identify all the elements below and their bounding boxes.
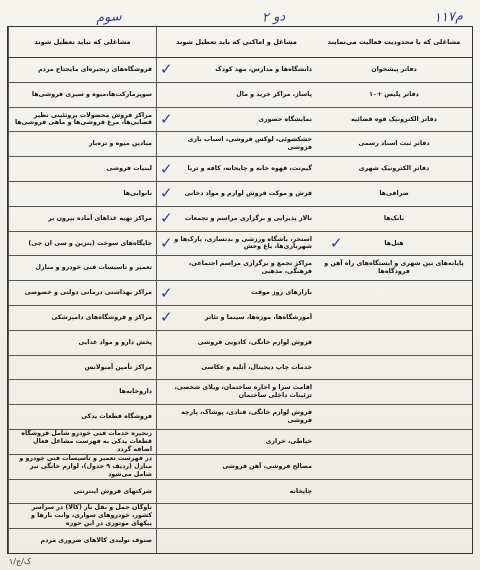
table-cell-col1	[8, 182, 156, 206]
cell-text: مراکز تهیه غذاهای آماده بیرون بر	[48, 214, 152, 222]
table-cell-col3	[316, 356, 472, 380]
cell-text: مراکز تأمین آمبولانس	[84, 363, 152, 371]
page-footer-code: ک/ج/۱	[9, 557, 32, 566]
table-cell-col2	[156, 281, 316, 305]
table-cell-col3	[316, 405, 472, 429]
cell-text: اقامت سرا و اجاره ساختمان، ویلای شخصی، تزئینات داخلی ساختمان	[174, 384, 312, 400]
table-cell-col3	[316, 281, 472, 305]
cell-text: تالار پذیرایی و برگزاری مراسم و تجمعات	[184, 214, 312, 222]
table-cell-col3	[316, 232, 472, 256]
table-cell-col1	[8, 83, 156, 107]
table-row	[8, 256, 472, 281]
table-row	[8, 132, 472, 157]
table-header-row	[8, 27, 472, 58]
cell-text: دفاتر پیشخوان	[371, 65, 417, 73]
table-row	[8, 83, 472, 108]
cell-text: جایگاه‌های سوخت (بنزین و سی ان جی)	[28, 239, 152, 247]
cell-text: هتل‌ها	[384, 239, 404, 247]
cell-text: صرافی‌ها	[379, 189, 409, 197]
table-row	[8, 380, 472, 405]
table-row	[8, 157, 472, 182]
cell-text: شرکتهای فروش اینترنتی	[73, 487, 152, 495]
table-cell-col2	[156, 232, 316, 256]
table-cell-col1	[8, 108, 156, 132]
table-row	[8, 232, 472, 257]
table-cell-col1	[8, 356, 156, 380]
table-cell-col1	[8, 281, 156, 305]
cell-text: خیاطی، خرازی	[265, 437, 312, 445]
table-cell-col1	[8, 306, 156, 330]
table-row	[8, 281, 472, 306]
cell-text: تعمیر و تاسیسات فنی خودرو و منازل	[35, 264, 152, 272]
table-cell-col3	[316, 380, 472, 404]
cell-text: دانشگاه‌ها و مدارس، مهد کودک	[215, 65, 312, 73]
cell-text: دفاتر پلیس +۱۰	[369, 90, 419, 98]
table-cell-col2	[156, 58, 316, 82]
table-cell-col1	[8, 207, 156, 231]
table-cell-col2	[156, 380, 316, 404]
cell-text: پخش دارو و مواد غذایی	[78, 338, 152, 346]
cell-text: فروش لوازم خانگی، قنادی، پوشاک، پارچه فروشی	[181, 409, 312, 425]
table-cell-col1	[8, 157, 156, 181]
cell-text: ناوگان حمل و نقل بار (کالا) در سراسر کشور، خودروهای سواری، وانت بارها و پیکهای موتوری در این حوزه	[31, 504, 152, 528]
table-cell-col1	[8, 256, 156, 280]
table-cell-col1	[8, 504, 156, 528]
cell-text: داروخانه‌ها	[119, 388, 152, 396]
table-row	[8, 455, 472, 480]
table-cell-col3	[316, 529, 472, 553]
handwritten-check-icon: ✓	[330, 233, 343, 252]
table-cell-col3	[316, 157, 472, 181]
handwritten-check-icon: ✓	[160, 184, 173, 203]
cell-text: گیم‌نت، قهوه خانه و چایخانه، کافه و تریا	[187, 165, 312, 173]
cell-text: مراکز بهداشتی درمانی دولتی و خصوصی	[24, 289, 152, 297]
cell-text: مصالح فروشی، آهن فروشی	[222, 462, 312, 470]
handwritten-label-col3: سوم	[95, 9, 123, 26]
table-cell-col2	[156, 529, 316, 553]
table-row	[8, 207, 472, 232]
table-cell-col3	[316, 83, 472, 107]
table-cell-col3	[316, 256, 472, 280]
cell-text: مراکز تجمع و برگزاری مراسم اجتماعی، فرهنگی، مذهبی	[188, 260, 312, 276]
cell-text: بانک‌ها	[383, 214, 405, 222]
table-cell-col3	[316, 108, 472, 132]
handwritten-check-icon: ✓	[160, 283, 173, 302]
handwritten-label-col2: ۲ دو	[261, 9, 286, 26]
table-cell-col3	[316, 182, 472, 206]
cell-text: آموزشگاه‌ها، موزه‌ها، سینما و تئاتر	[204, 313, 312, 321]
table-cell-col2	[156, 430, 316, 454]
cell-text: فروشگاه‌های زنجیره‌ای مایحتاج مردم	[38, 65, 152, 73]
cell-text: مراکز فروش محصولات پروتئینی نظیر قصابی‌ها، مرغ فروشی‌ها و ماهی فروشی‌ها	[14, 111, 152, 127]
table-cell-col3	[316, 504, 472, 528]
table-cell-col2	[156, 455, 316, 479]
table-cell-col1	[8, 132, 156, 156]
table-cell-col2	[156, 356, 316, 380]
table-cell-col2	[156, 256, 316, 280]
table-cell-col3	[316, 455, 472, 479]
table-cell-col1	[8, 331, 156, 355]
table-row	[8, 480, 472, 505]
cell-text: مراکز و فروشگاه‌های دامپزشکی	[51, 313, 152, 321]
handwritten-check-icon: ✓	[160, 233, 173, 252]
table-cell-col3	[316, 331, 472, 355]
header-col1: مشاغلی که نباید تعطیل شوند	[8, 27, 156, 57]
table-cell-col2	[156, 331, 316, 355]
cell-text: بازارهای روز موقت	[251, 289, 312, 297]
cell-text: خدمات چاپ دیجیتال، آتلیه و عکاسی	[201, 363, 312, 371]
cell-text: لبنیات فروشی	[106, 165, 152, 173]
handwritten-check-icon: ✓	[160, 109, 173, 128]
handwritten-check-icon: ✓	[160, 209, 173, 228]
cell-text: در فهرست تعمیر و تاسیسات فنی خودرو و منازل (ردیف ۹ جدول)، لوازم خانگی نیز شامل می‌شود	[19, 454, 152, 478]
cell-text: پاساژ، مراکز خرید و مال	[236, 90, 312, 98]
table-cell-col2	[156, 207, 316, 231]
table-cell-col2	[156, 480, 316, 504]
cell-text: فروشگاه قطعات یدکی	[81, 413, 152, 421]
handwritten-check-icon: ✓	[160, 60, 173, 79]
table-cell-col3	[316, 480, 472, 504]
cell-text: نمایشگاه حضوری	[258, 115, 312, 123]
table-cell-col1	[8, 480, 156, 504]
table-row	[8, 529, 472, 553]
table-cell-col1	[8, 380, 156, 404]
cell-text: دفاتر الکترونیک قوه قضائیه	[351, 115, 437, 123]
cell-text: چاپخانه	[289, 487, 312, 495]
header-col2: مشاغل و اماکنی که باید تعطیل شوند	[156, 27, 316, 57]
handwritten-label-col1: ۱۱۷م	[433, 9, 464, 26]
table-cell-col1	[8, 405, 156, 429]
table-cell-col3	[316, 207, 472, 231]
table-row	[8, 306, 472, 331]
cell-text: فرش و موکت فروش لوازم و مواد دخانی	[184, 189, 312, 197]
table-cell-col2	[156, 504, 316, 528]
table-cell-col2	[156, 83, 316, 107]
table-cell-col3	[316, 58, 472, 82]
table-row	[8, 182, 472, 207]
business-categories-table	[7, 26, 473, 554]
table-cell-col1	[8, 455, 156, 479]
table-cell-col3	[316, 430, 472, 454]
table-cell-col2	[156, 108, 316, 132]
cell-text: صنوف تولیدی کالاهای ضروری مردم	[40, 537, 152, 545]
cell-text: فروش لوازم خانگی، کادویی فروشی	[197, 338, 312, 346]
table-cell-col1	[8, 430, 156, 454]
table-cell-col3	[316, 306, 472, 330]
table-row	[8, 405, 472, 430]
table-row	[8, 331, 472, 356]
cell-text: نانوایی‌ها	[123, 189, 152, 197]
table-cell-col3	[316, 132, 472, 156]
handwritten-check-icon: ✓	[160, 159, 173, 178]
table-row	[8, 58, 472, 83]
table-cell-col2	[156, 182, 316, 206]
cell-text: خشکشوئی، لوکس فروشی، اسباب بازی فروشی	[187, 136, 312, 152]
table-row	[8, 430, 472, 455]
cell-text: دفاتر ثبت اسناد رسمی	[358, 140, 430, 148]
table-cell-col2	[156, 405, 316, 429]
table-row	[8, 356, 472, 381]
table-cell-col1	[8, 58, 156, 82]
table-cell-col1	[8, 232, 156, 256]
cell-text: پایانه‌های بین شهری و ایستگاه‌های راه آهن و فرودگاه‌ها	[324, 260, 464, 276]
table-cell-col2	[156, 306, 316, 330]
table-cell-col2	[156, 157, 316, 181]
table-row	[8, 108, 472, 133]
table-row	[8, 504, 472, 529]
cell-text: سوپرمارکت‌ها،میوه و سبزی فروشی‌ها	[31, 90, 152, 98]
cell-text: دفاتر الکترونیک شهری	[358, 165, 430, 173]
cell-text: زنجیره خدمات فنی خودرو شامل فروشگاه قطعات یدکی به فهرست مشاغل فعال اضافه گردد	[21, 430, 152, 453]
handwritten-check-icon: ✓	[160, 308, 173, 327]
cell-text: استخر، باشگاه ورزشی و بدنسازی، پارک‌ها و شهربازی‌ها، باغ وحش	[174, 235, 312, 251]
header-col3: مشاغلی که با محدودیت فعالیت می‌نمایند	[327, 37, 461, 46]
cell-text: میادین میوه و تره‌بار	[88, 140, 152, 148]
table-cell-col1	[8, 529, 156, 553]
table-cell-col2	[156, 132, 316, 156]
